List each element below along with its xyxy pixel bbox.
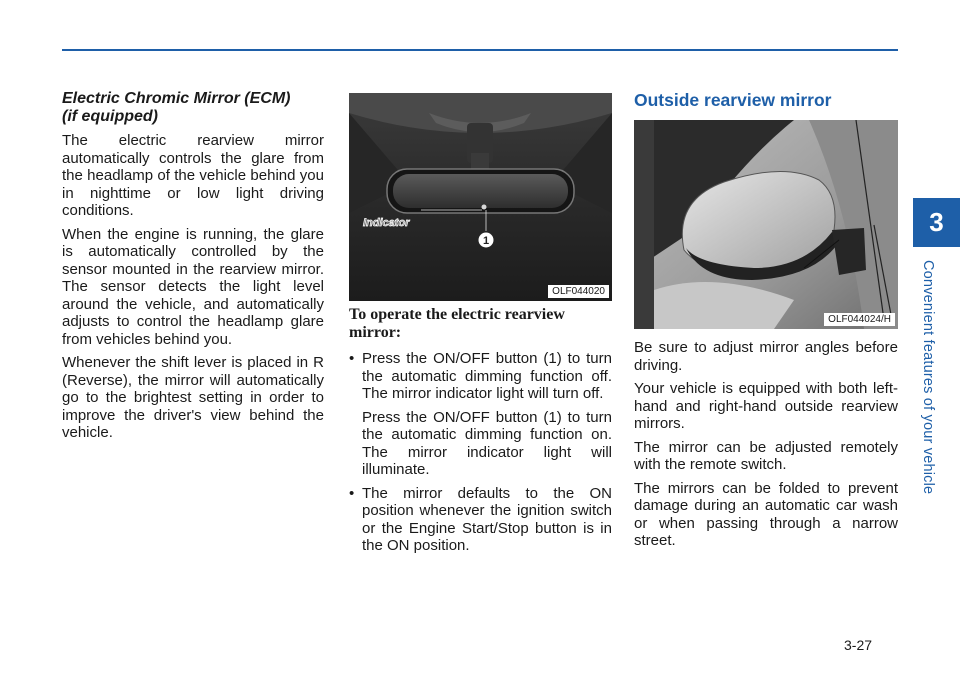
list-item: • The mirror defaults to the ON position whenever the ignition switch or the Engine Start/Stop button is in the ON position. [349,484,612,554]
bullet-icon: • [349,484,355,502]
chapter-title-text: Convenient features of your vehicle [920,260,936,495]
ecm-mirror-figure [349,93,612,301]
bullet-icon: • [349,350,355,367]
left-column [62,90,324,448]
ecm-paragraph: The electric rearview mirror automatically controls the glare from the headlamp of the vehicle behind you in nighttime or low light driving conditions. [62,132,324,219]
middle-column [349,306,612,561]
outside-mirror-figure [634,120,898,329]
outside-mirror-text [634,339,898,556]
indicator-label: Indicator [363,217,410,229]
mirror-paragraph: Your vehicle is equipped with both left-hand and right-hand outside rearview mirrors. [634,380,898,432]
figure-code: OLF044020 [548,285,609,298]
chapter-tab [913,198,960,247]
operate-list [349,350,612,555]
mirror-paragraph: The mirror can be adjusted remotely with the remote switch. [634,438,898,473]
outside-mirror-illustration [634,120,898,329]
mirror-paragraph: Be sure to adjust mirror angles before driving. [634,339,898,374]
ecm-paragraph: When the engine is running, the glare is automatically controlled by the sensor mounted in the rearview mirror. The sensor detects the light level around the vehicle, and automatically adjusts to control the headlamp glare from vehicles behind you. [62,225,324,348]
mirror-paragraph: The mirrors can be folded to prevent damage during an automatic car wash or when passing through a narrow street. [634,479,898,549]
figure-code: OLF044024/H [824,313,895,326]
list-item: • Press the ON/OFF button (1) to turn the automatic dimming function off. The mirror indicator light will turn off. Press the ON/OFF button (1) to turn the automatic dimming function on. The mirror indicator light will illuminate. [349,350,612,478]
rearview-mirror-illustration [349,93,612,301]
header-rule [62,49,898,51]
chapter-number: 3 [929,207,944,237]
right-column [634,90,898,120]
ecm-paragraph: Whenever the shift lever is placed in R (Reverse), the mirror will automatically go to the brightest setting in order to improve the driver's view behind the vehicle. [62,354,324,441]
page-number: 3-27 [844,637,873,653]
outside-mirror-heading: Outside rearview mirror [634,90,832,110]
callout-number: 1 [482,235,490,247]
operate-subheading: To operate the electric rearview mirror: [349,306,565,341]
ecm-heading: Electric Chromic Mirror (ECM) (if equipped) [62,90,291,125]
